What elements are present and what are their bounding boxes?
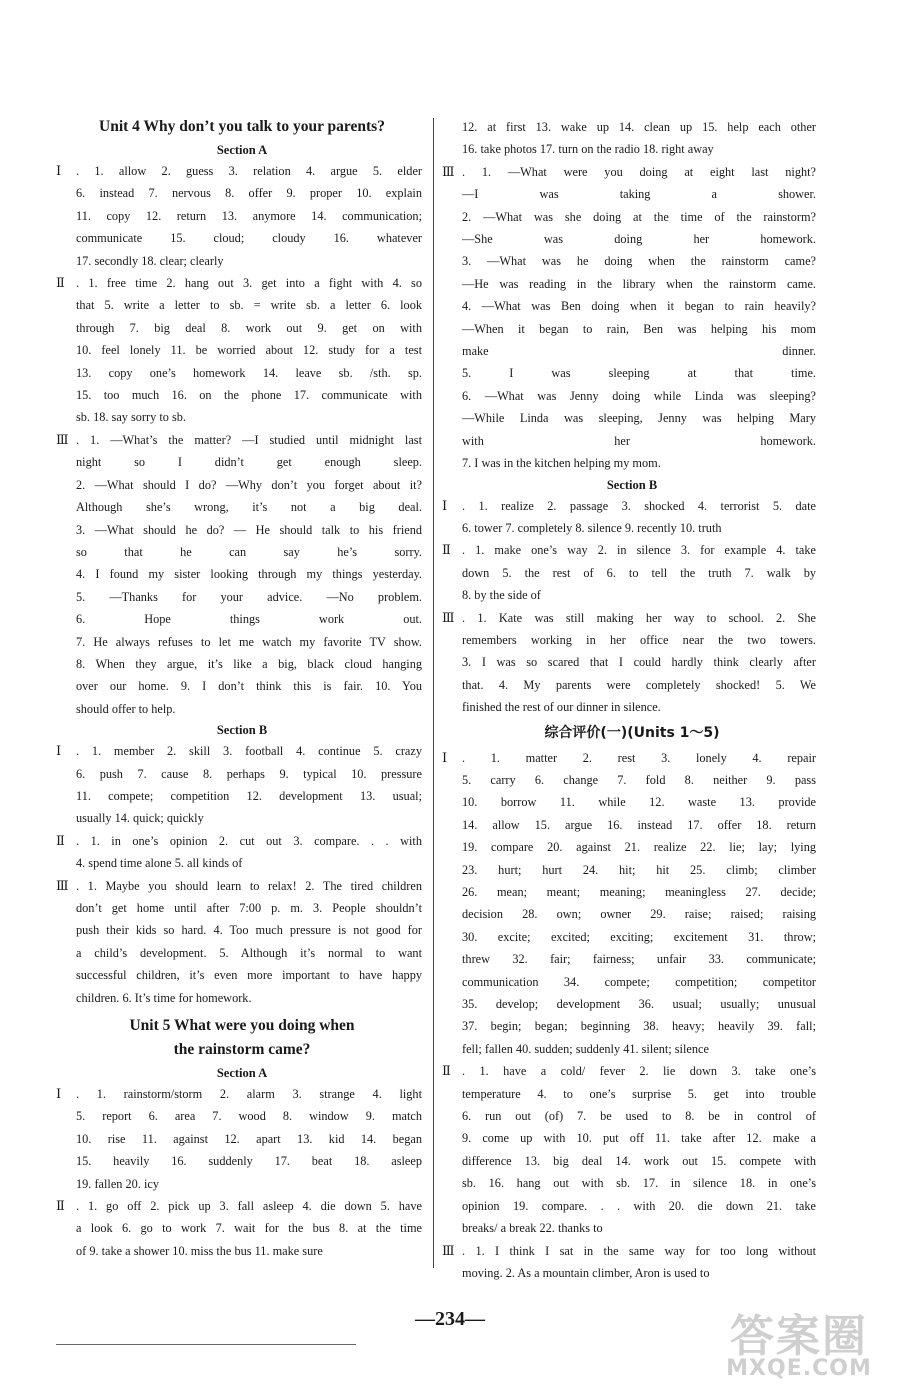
text-line: communicate 15. cloud; cloudy 16. whatever [76,231,422,246]
text-line: 17. secondly 18. clear; clearly [76,253,224,268]
answer-group [56,272,422,429]
text-line: that. 4. My parents were completely shocked! 5. We [462,677,816,692]
text-line: 12. at first 13. wake up 14. clean up 15. help each other [462,120,816,134]
text-line: Although she’s wrong, it’s not a big deal. [76,500,422,515]
answer-group [56,875,422,1009]
answer-group [442,495,816,540]
unit5-title-line1: Unit 5 What were you doing when [129,1017,355,1035]
text-line: 14. allow 15. argue 16. instead 17. offer 18. return [462,817,816,832]
answer-group [56,1195,422,1262]
text-line: fell; fallen 40. sudden; suddenly 41. silent; silence [462,1041,709,1056]
text-line: 6. —What was Jenny doing while Linda was sleeping? [462,388,816,403]
roman-numeral: Ⅱ [56,275,65,291]
text-line: 7. I was in the kitchen helping my mom. [462,456,661,471]
text-line: 15. heavily 16. suddenly 17. beat 18. asleep [76,1154,422,1169]
text-line: . 1. in one’s opinion 2. cut out 3. compare. . . with [76,833,422,848]
roman-numeral: Ⅱ [442,542,451,558]
roman-numeral: Ⅰ [56,1086,62,1102]
text-line: . 1. Maybe you should learn to relax! 2. The tired children [76,878,422,893]
text-line: 10. rise 11. against 12. apart 13. kid 14. began [76,1131,422,1146]
answer-group [442,161,816,475]
answer-group [56,160,422,272]
review-title: 综合评价(一)(Units 1～5) [544,724,720,741]
continued-lines [448,116,816,161]
text-line: —When it began to rain, Ben was helping his mom [462,321,816,336]
text-line: . 1. —What’s the matter? —I studied until midnight last [76,432,422,447]
answer-group [56,429,422,720]
text-line: 6. tower 7. completely 8. silence 9. recently 10. truth [462,520,722,535]
answer-group [56,740,422,830]
text-line: remembers working in her office near the two towers. [462,632,816,647]
text-line: 19. compare 20. against 21. realize 22. lie; lay; lying [462,840,816,855]
left-column [56,116,422,1262]
text-line: 19. fallen 20. icy [76,1176,159,1191]
text-line: 9. come up with 10. put off 11. take after 12. make a [462,1131,816,1146]
text-line: 5. carry 6. change 7. fold 8. neither 9. pass [462,772,816,787]
text-line: threw 32. fair; fairness; unfair 33. communicate; [462,952,816,967]
roman-numeral: Ⅱ [56,832,65,848]
answer-group [442,747,816,1061]
text-line: 6. run out (of) 7. be used to 8. be in control of [462,1109,816,1124]
text-line: decision 28. own; owner 29. raise; raised; raising [462,907,816,922]
text-line: opinion 19. compare. . . with 20. die down 21. take [462,1198,816,1213]
text-line: breaks/ a break 22. thanks to [462,1221,603,1236]
text-line: 35. develop; development 36. usual; usually; unusual [462,997,816,1012]
text-line: 3. —What should he do? — He should talk to his friend [76,522,422,537]
text-line: sb. 18. say sorry to sb. [76,410,186,425]
text-line: 2. —What was she doing at the time of the rainstorm? [462,209,816,224]
text-line: 30. excite; excited; exciting; excitement 31. throw; [462,929,816,944]
roman-numeral: Ⅲ [56,431,69,447]
section-a-heading: Section A [216,1066,268,1081]
answer-group [442,539,816,606]
text-line: 10. feel lonely 11. be worried about 12. study for a test [76,343,422,358]
watermark-text: 答案圈 [730,1311,868,1362]
text-line: 8. When they argue, it’s like a big, black cloud hanging [76,656,422,671]
roman-numeral: Ⅲ [442,609,455,625]
text-line: . 1. have a cold/ fever 2. lie down 3. take one’s [462,1064,816,1079]
text-line: 26. mean; meant; meaning; meaningless 27. decide; [462,885,816,899]
text-line: . 1. make one’s way 2. in silence 3. for example 4. take [462,543,816,558]
roman-numeral: Ⅲ [56,877,69,893]
text-line: 6. push 7. cause 8. perhaps 9. typical 10. pressure [76,766,422,781]
text-line: —She was doing her homework. [462,232,816,247]
text-line: —While Linda was sleeping, Jenny was helping Mary [462,411,816,426]
text-line: 2. —What should I do? —Why don’t you forget about it? [76,477,422,492]
roman-numeral: Ⅰ [56,743,62,759]
text-line: 6. instead 7. nervous 8. offer 9. proper 10. explain [76,186,422,201]
text-line: night so I didn’t get enough sleep. [76,455,422,470]
text-line: don’t get home until after 7:00 p. m. 3. People shouldn’t [76,901,422,915]
text-line: 16. take photos 17. turn on the radio 18. right away [462,142,714,157]
text-line: 3. I was so scared that I could hardly think clearly after [462,655,816,670]
right-column [442,116,816,1284]
text-line: over our home. 9. I don’t think this is fair. 10. You [76,679,422,694]
text-line: a child’s development. 5. Although it’s normal to want [76,945,422,960]
text-line: should offer to help. [76,701,176,716]
text-line: successful children, it’s even more important to have happy [76,968,422,983]
text-line: finished the rest of our dinner in silence. [462,700,661,715]
text-line: . 1. allow 2. guess 3. relation 4. argue 5. elder [76,164,422,178]
column-divider [433,118,434,1268]
section-b-heading: Section B [606,477,658,492]
text-line: . 1. matter 2. rest 3. lonely 4. repair [462,750,816,765]
text-line: a look 6. go to work 7. wait for the bus 8. at the time [76,1221,422,1236]
text-line: of 9. take a shower 10. miss the bus 11. make sure [76,1243,323,1258]
text-line: 4. spend time alone 5. all kinds of [76,856,243,871]
text-line: children. 6. It’s time for homework. [76,990,252,1005]
answer-group [56,830,422,875]
page-number: —234— [415,1308,485,1330]
roman-numeral: Ⅲ [442,1242,455,1258]
text-line: 10. borrow 11. while 12. waste 13. provide [462,795,816,810]
roman-numeral: Ⅰ [442,749,448,765]
text-line: 7. He always refuses to let me watch my favorite TV show. [76,634,422,649]
text-line: 15. too much 16. on the phone 17. communicate with [76,388,422,403]
text-line: . 1. I think I sat in the same way for too long without [462,1243,816,1258]
answer-group [442,1060,816,1239]
text-line: usually 14. quick; quickly [76,811,204,826]
text-line: make dinner. [462,344,816,359]
text-line: 3. —What was he doing when the rainstorm came? [462,254,816,269]
section-b-heading: Section B [216,723,268,738]
text-line: —He was reading in the library when the rainstorm came. [462,276,816,291]
text-line: . 1. free time 2. hang out 3. get into a fight with 4. so [76,276,422,291]
unit4-title: Unit 4 Why don’t you talk to your parents? [99,118,385,135]
roman-numeral: Ⅱ [56,1198,65,1214]
text-line: 4. —What was Ben doing when it began to rain heavily? [462,299,816,314]
roman-numeral: Ⅰ [442,497,448,513]
text-line: temperature 4. to one’s surprise 5. get into trouble [462,1086,816,1101]
answer-group [442,1240,816,1285]
text-line: . 1. realize 2. passage 3. shocked 4. terrorist 5. date [462,498,816,513]
text-line: 13. copy one’s homework 14. leave sb. /sth. sp. [76,365,422,380]
text-line: sb. 16. hang out with sb. 17. in silence 18. in one’s [462,1176,816,1191]
text-line: 23. hurt; hurt 24. hit; hit 25. climb; climber [462,862,816,877]
text-line: communication 34. compete; competition; competitor [462,974,816,989]
text-line: that 5. write a letter to sb. = write sb. a letter 6. look [76,298,422,313]
text-line: 8. by the side of [462,588,541,603]
text-line: —I was taking a shower. [462,187,816,202]
text-line: through 7. big deal 8. work out 9. get on with [76,320,422,335]
roman-numeral: Ⅲ [442,163,455,179]
text-line: 37. begin; began; beginning 38. heavy; heavily 39. fall; [462,1019,816,1034]
text-line: 5. report 6. area 7. wood 8. window 9. match [76,1109,422,1124]
unit5-title-line2: the rainstorm came? [173,1041,311,1059]
text-line: . 1. —What were you doing at eight last night? [462,164,816,179]
text-line: 11. compete; competition 12. development 13. usual; [76,788,422,803]
roman-numeral: Ⅱ [442,1063,451,1079]
text-line: . 1. Kate was still making her way to school. 2. She [462,610,816,625]
text-line: difference 13. big deal 14. work out 15. compete with [462,1153,816,1168]
text-line: with her homework. [462,433,816,448]
watermark-logo [714,1300,884,1386]
section-a-heading: Section A [216,143,268,157]
text-line: push their kids so hard. 4. Too much pressure is not good for [76,923,422,938]
text-line: moving. 2. As a mountain climber, Aron is used to [462,1265,710,1280]
answer-group [442,607,816,719]
answer-group [56,1083,422,1195]
text-line: 5. —Thanks for your advice. —No problem. [76,589,422,604]
text-line: 11. copy 12. return 13. anymore 14. communication; [76,208,422,223]
text-line: so that he can say he’s sorry. [76,544,422,559]
text-line: 4. I found my sister looking through my things yesterday. [76,567,422,582]
roman-numeral: Ⅰ [56,163,62,178]
text-line: down 5. the rest of 6. to tell the truth 7. walk by [462,565,816,580]
text-line: 5. I was sleeping at that time. [462,366,816,381]
footer-rule [56,1344,356,1345]
text-line: . 1. member 2. skill 3. football 4. continue 5. crazy [76,744,422,759]
text-line: . 1. rainstorm/storm 2. alarm 3. strange 4. light [76,1087,422,1102]
text-line: . 1. go off 2. pick up 3. fall asleep 4. die down 5. have [76,1199,422,1214]
watermark-url: MXQE.COM [726,1356,872,1381]
text-line: 6. Hope things work out. [76,612,422,627]
